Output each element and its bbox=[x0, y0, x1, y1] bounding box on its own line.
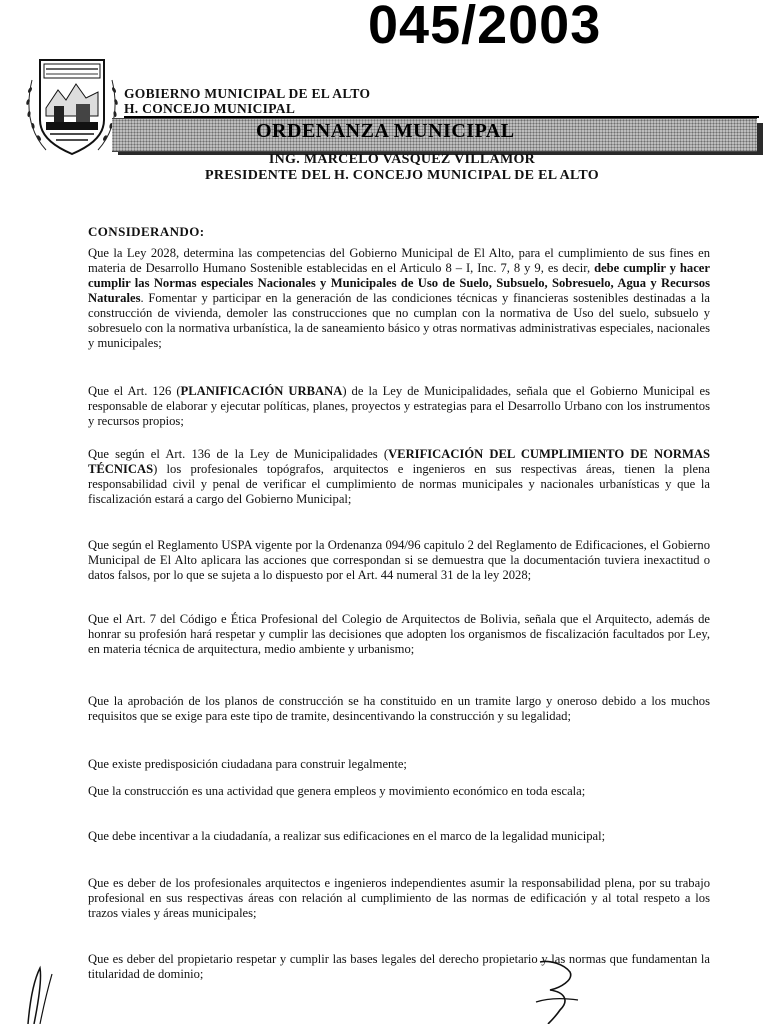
paragraph: Que la construcción es una actividad que genera empleos y movimiento económico en toda escala; bbox=[88, 784, 586, 798]
paragraph-emphasis: VERIFICACIÓN DEL CUMPLIMIENTO DE NORMAS TÉCNICAS bbox=[88, 447, 710, 476]
signature-mark-icon bbox=[18, 960, 78, 1024]
paragraph bbox=[88, 246, 710, 351]
paragraph-text: ) de la Ley de Municipalidades, señala que el Gobierno Municipal es responsable de elaborar y ejecutar políticas, planes, proyectos y estrategias para el Desarrollo Urbano con los instrumentos y recursos propios; bbox=[88, 384, 710, 428]
paragraph bbox=[88, 447, 710, 507]
organization-name: GOBIERNO MUNICIPAL DE EL ALTO bbox=[124, 86, 371, 101]
paragraph: Que la aprobación de los planos de construcción se ha constituido en un tramite largo y oneroso debido a los muchos requisitos que se exige para este tipo de tramite, desincentivando la construcción y su legalidad; bbox=[88, 694, 710, 723]
ordinance-number: 045/2003 bbox=[368, 0, 602, 55]
paragraph-text: ) los profesionales topógrafos, arquitectos e ingenieros en sus respectivas áreas, tienen la plena responsabilidad civil y penal de verificar el cumplimiento de normas municipales y nacionales urbanísticas y que la fiscalización estará a cargo del Gobierno Municipal; bbox=[88, 462, 710, 506]
president-name: ING. MARCELO VASQUEZ VILLAMOR bbox=[268, 152, 536, 167]
paragraph-text: Que según el Art. 136 de la Ley de Municipalidades ( bbox=[88, 447, 389, 461]
section-heading: CONSIDERANDO: bbox=[88, 224, 205, 239]
paragraph: Que existe predisposición ciudadana para construir legalmente; bbox=[88, 757, 407, 771]
paragraph: Que es deber de los profesionales arquitectos e ingenieros independientes asumir la responsabilidad plena, por su trabajo profesional en sus respectivas áreas con relación al cumplimiento de las normas de edificación y al total respeto a los trazos viales y áreas municipales; bbox=[88, 876, 710, 920]
document-type-title: ORDENANZA MUNICIPAL bbox=[256, 120, 515, 142]
president-title: PRESIDENTE DEL H. CONCEJO MUNICIPAL DE EL ALTO bbox=[205, 168, 599, 183]
paragraph-emphasis: PLANIFICACIÓN URBANA bbox=[180, 384, 343, 398]
paragraph-text: . Fomentar y participar en la generación de las condiciones técnicas y financieras sostenibles destinadas a la construcción de vivienda, demoler las construcciones que no cumplan con la normativa de Uso del suelo, subsuelo y sobresuelo con la normativa urbanística, la de saneamiento básico y otras normativas administrativas especiales, nacionales y municipales; bbox=[88, 291, 710, 350]
paragraph: Que debe incentivar a la ciudadanía, a realizar sus edificaciones en el marco de la legalidad municipal; bbox=[88, 829, 606, 843]
handwritten-signature-icon bbox=[530, 958, 590, 1024]
paragraph bbox=[88, 384, 710, 429]
paragraph-emphasis: debe cumplir y hacer cumplir las Normas especiales Nacionales y Municipales de Uso de Suelo, Subsuelo, Sobresuelo, Agua y Recursos Naturales bbox=[88, 261, 710, 305]
council-name: H. CONCEJO MUNICIPAL bbox=[124, 101, 296, 116]
paragraph: Que según el Reglamento USPA vigente por la Ordenanza 094/96 capitulo 2 del Reglamento de Edificaciones, el Gobierno Municipal de El Alto aplicara las acciones que correspondan si se demuestra que la documentación tuviera inexactitud o datos falsos, por lo que se sujeta a lo dispuesto por el Art. 44 numeral 31 de la ley 2028; bbox=[88, 538, 710, 582]
paragraph: Que el Art. 7 del Código e Ética Profesional del Colegio de Arquitectos de Bolivia, señala que el Arquitecto, además de honrar su profesión hará respetar y cumplir las decisiones que adopten los organismos de fiscalización facultados por Ley, en materia técnica de arquitectura, medio ambiente y urbanismo; bbox=[88, 612, 710, 656]
municipal-seal-icon bbox=[24, 50, 120, 160]
paragraph: Que es deber del propietario respetar y cumplir las bases legales del derecho propietario y las normas que fundamentan la titularidad de dominio; bbox=[88, 952, 710, 981]
paragraph-text: Que el Art. 126 ( bbox=[88, 384, 181, 398]
paragraph-text: Que la Ley 2028, determina las competencias del Gobierno Municipal de El Alto, para el cumplimiento de sus fines en materia de Desarrollo Humano Sostenible establecidas en el Articulo 8 – I, Inc. 7, 8 y 9, es decir, bbox=[88, 246, 710, 275]
